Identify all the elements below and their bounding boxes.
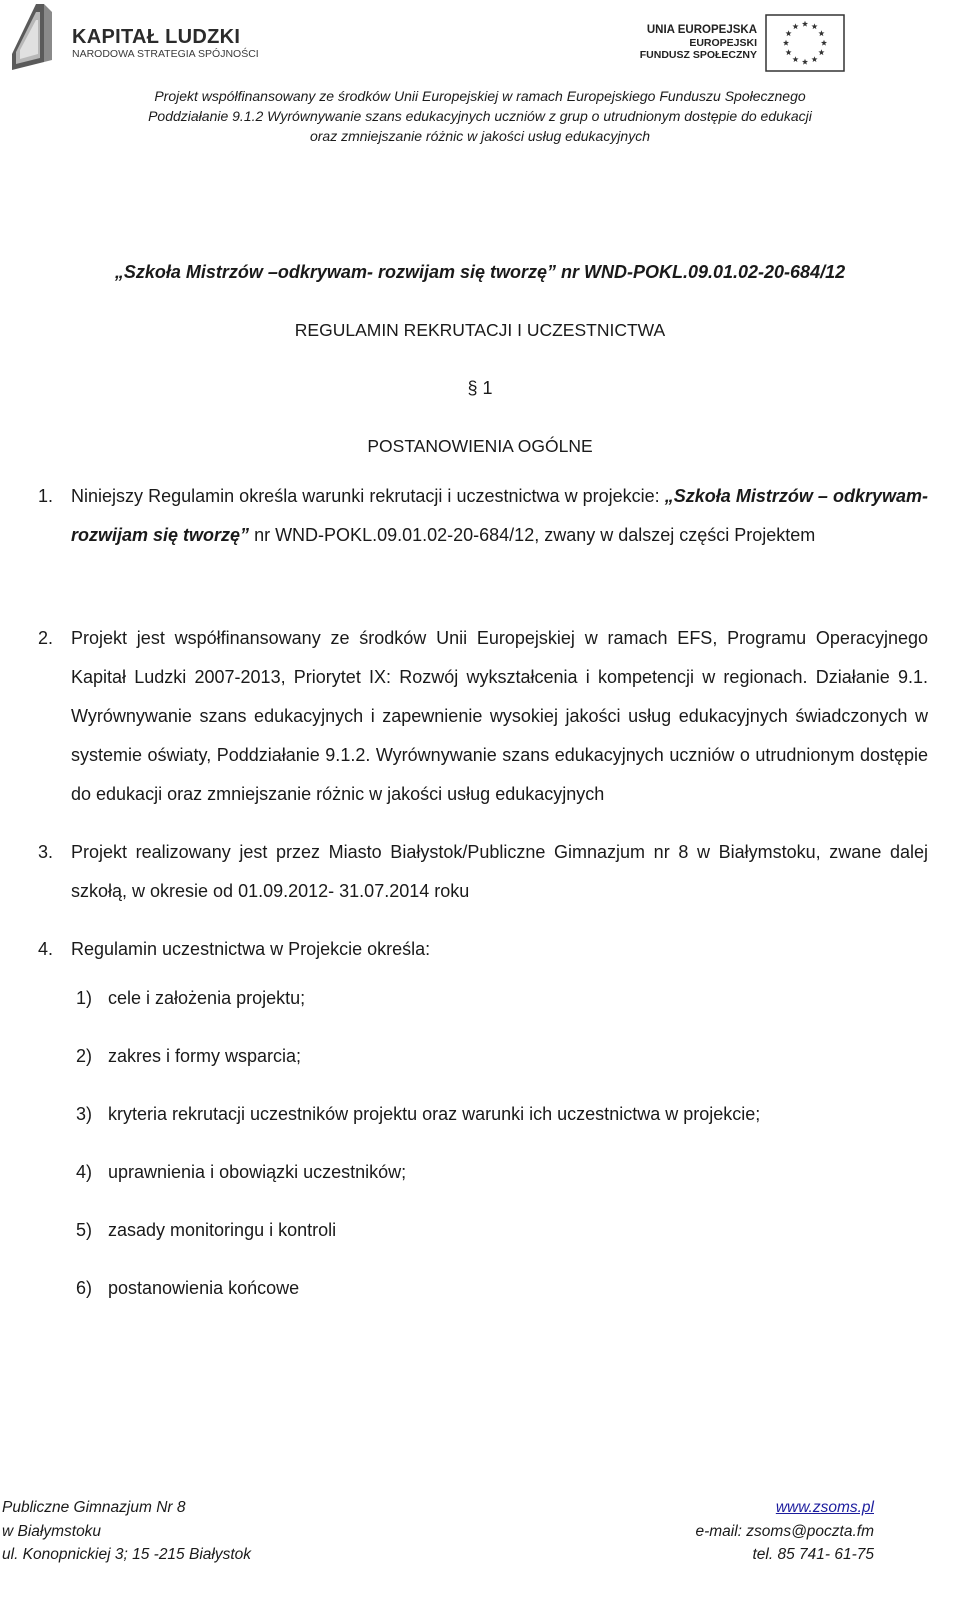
footer-city: w Białymstoku [2,1522,102,1540]
eu-logo-line-3: FUNDUSZ SPOŁECZNY [639,49,757,61]
paragraph-number: 2. [38,628,54,648]
paragraph-text: Projekt jest współfinansowany ze środków Unii Europejskiej w ramach EFS, Programu Operacyjnego Kapitał Ludzki 2007-2013, Priorytet IX: Rozwój wykształcenia i kompetencji w regionach. Działanie 9.1. Wyrównywanie szans edukacyjnych i zapewnienie wysokiej jakości usług edukacyjnych świadczonych w systemie oświaty, Poddziałanie 9.1.2. Wyrównywanie szans edukacyjnych uczniów o utrudnionym dostępie do edukacji oraz zmniejszanie różnic w jakości usług edukacyjnych [71,628,928,804]
list-item [76,1046,301,1067]
document-title: „Szkoła Mistrzów –odkrywam- rozwijam się tworzę” nr WND-POKL.09.01.02-20-684/12 [114,262,846,282]
footer-phone: tel. 85 741- 61-75 [752,1546,874,1563]
paragraph-4 [38,930,928,969]
list-item [76,1104,760,1125]
paragraph-number: 3. [38,842,54,862]
paragraph-2 [38,619,928,814]
eu-logo [640,14,845,74]
project-name-emphasis: „Szkoła Mistrzów – odkrywam- rozwijam się tworzę” [71,486,928,545]
list-item-text: kryteria rekrutacji uczestników projektu oraz warunki ich uczestnictwa w projekcie; [108,1104,761,1124]
project-header [0,86,960,146]
paragraph-text: Projekt realizowany jest przez Miasto Białystok/Publiczne Gimnazjum nr 8 w Białymstoku, zwane dalej szkołą, w okresie od 01.09.2012- 31.07.2014 roku [71,842,928,901]
paragraph-text-before: Niniejszy Regulamin określa warunki rekrutacji i uczestnictwa w projekcie: [71,486,665,506]
footer-street: ul. Konopnickiej 3; 15 -215 Białystok [2,1546,252,1563]
list-item [76,988,305,1009]
list-item-number: 4) [76,1162,93,1182]
paragraph-1 [38,477,928,555]
list-item-text: zakres i formy wsparcia; [108,1046,302,1066]
list-item-number: 2) [76,1046,93,1066]
list-item-number: 1) [76,988,93,1008]
eu-flag-icon [765,14,845,72]
list-item-text: zasady monitoringu i kontroli [108,1220,337,1240]
list-item-text: postanowienia końcowe [108,1278,300,1298]
eu-logo-text [640,24,757,62]
kapital-ludzki-emblem-icon [8,4,64,70]
project-header-line-1: Projekt współfinansowany ze środków Unii Europejskiej w ramach Europejskiego Funduszu Społecznego [154,88,806,104]
list-item [76,1278,299,1299]
list-item [76,1220,336,1241]
project-header-line-3: oraz zmniejszanie różnic w jakości usług edukacyjnych [309,128,651,144]
paragraph-text [71,477,928,555]
project-header-line-2: Poddziałanie 9.1.2 Wyrównywanie szans edukacyjnych uczniów z grup o utrudnionym dostępie do edukacji [148,108,812,124]
paragraph-number: 1. [38,486,54,506]
list-item [76,1162,406,1183]
section-number: § 1 [467,378,493,398]
eu-logo-line-1: UNIA EUROPEJSKA [646,24,757,36]
list-item-number: 3) [76,1104,93,1124]
regulation-title: REGULAMIN REKRUTACJI I UCZESTNICTWA [294,320,666,340]
paragraph-text-after: nr WND-POKL.09.01.02-20-684/12, zwany w dalszej części Projektem [249,525,816,545]
footer-website-link[interactable]: www.zsoms.pl [775,1499,874,1516]
kapital-ludzki-title: KAPITAŁ LUDZKI [72,26,241,48]
paragraph-number: 4. [38,939,54,959]
section-title: POSTANOWIENIA OGÓLNE [367,436,593,456]
footer-school-name: Publiczne Gimnazjum Nr 8 [2,1499,186,1516]
footer-contact [695,1496,874,1567]
list-item-number: 5) [76,1220,93,1240]
list-item-text: uprawnienia i obowiązki uczestników; [108,1162,407,1182]
footer-address [2,1496,251,1567]
list-item-number: 6) [76,1278,93,1298]
kapital-ludzki-logo [8,4,268,70]
kapital-ludzki-subtitle: NARODOWA STRATEGIA SPÓJNOŚCI [72,48,259,60]
eu-logo-line-2: EUROPEJSKI [689,36,757,49]
paragraph-text: Regulamin uczestnictwa w Projekcie określa: [71,939,431,959]
list-item-text: cele i założenia projektu; [108,988,306,1008]
paragraph-3 [38,833,928,911]
footer-email: e-mail: zsoms@poczta.fm [695,1522,874,1540]
